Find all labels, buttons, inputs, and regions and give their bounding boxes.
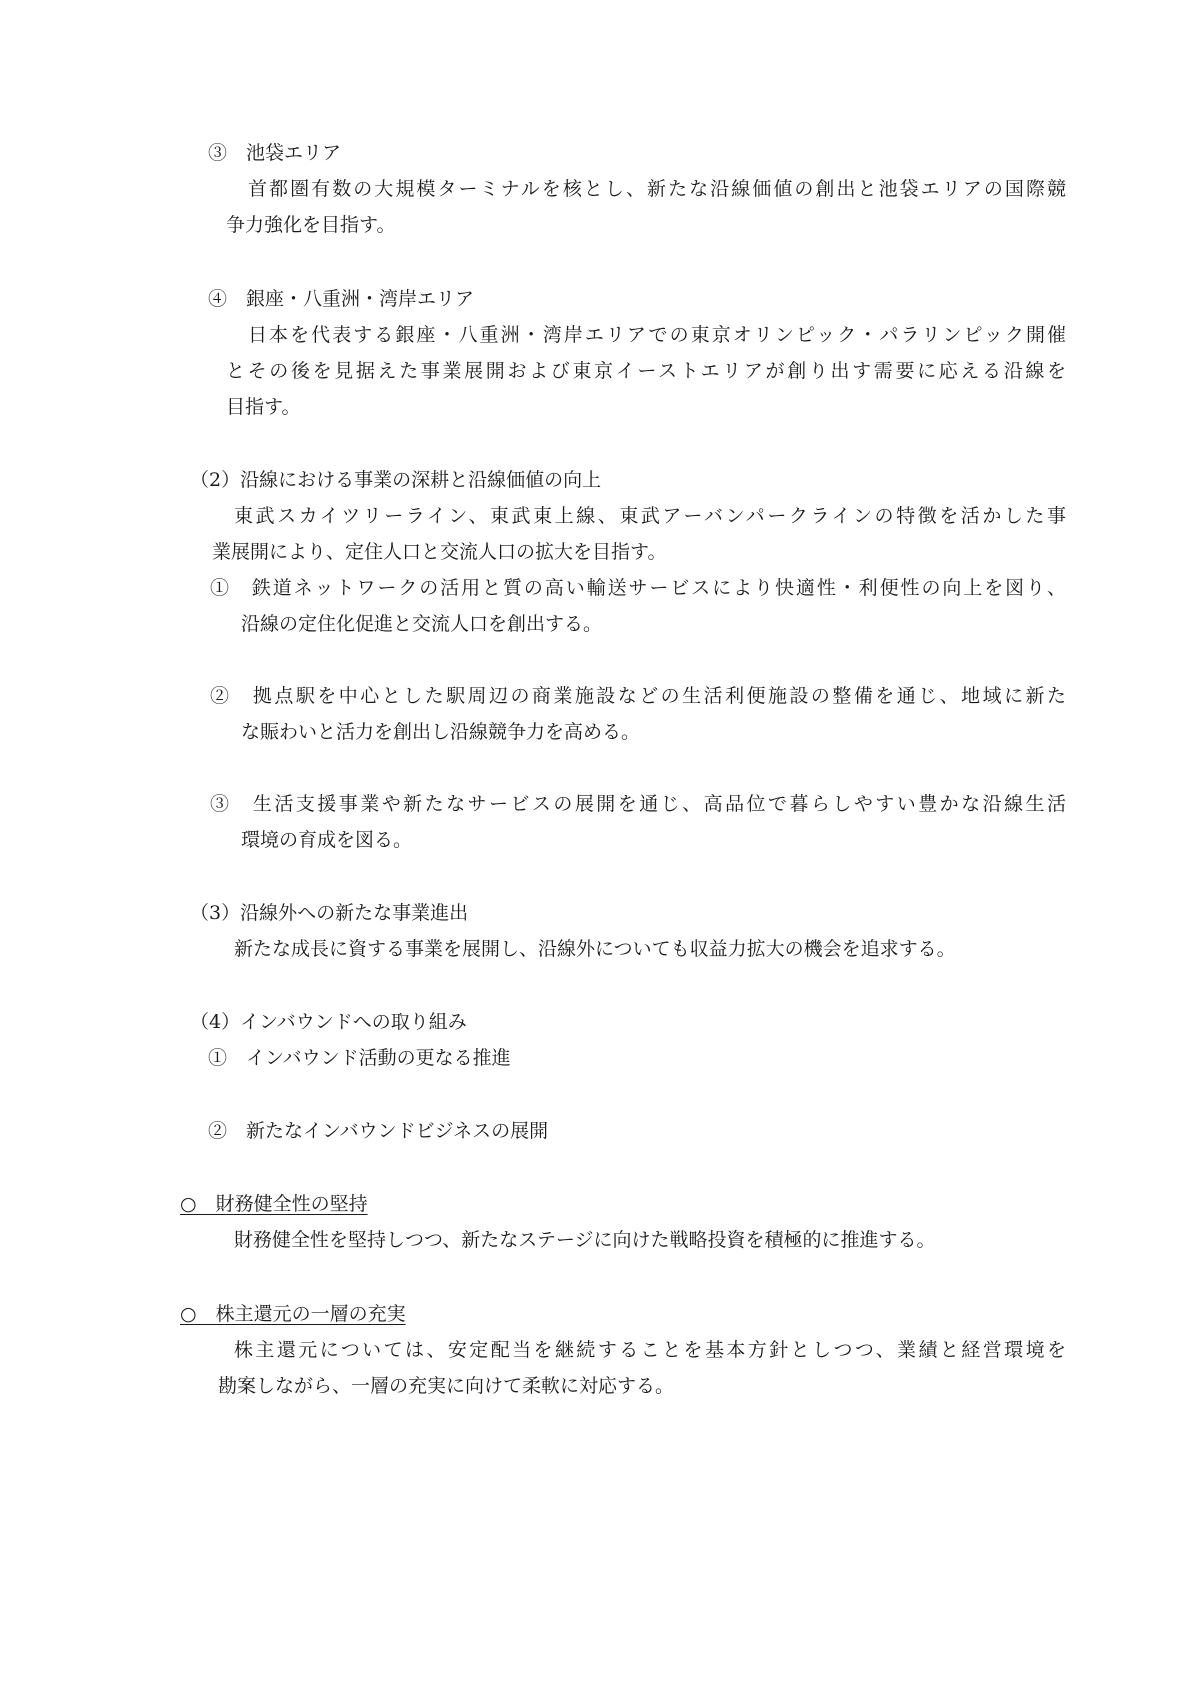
section3-line-1: 新たな成長に資する事業を展開し、沿線外についても収益力拡大の機会を追求する。 bbox=[234, 938, 956, 960]
ikebukuro-heading: ③ 池袋エリア bbox=[208, 142, 342, 164]
finance-line-1: 財務健全性を堅持しつつ、新たなステージに向けた戦略投資を積極的に推進する。 bbox=[234, 1229, 936, 1251]
shareholder-line-1: 株主還元については、安定配当を継続することを基本方針としつつ、業績と経営環境を bbox=[234, 1339, 1066, 1361]
ginza-line-1: 日本を代表する銀座・八重洲・湾岸エリアでの東京オリンピック・パラリンピック開催 bbox=[248, 324, 1066, 346]
section4-heading: （4）インバウンドへの取り組み bbox=[190, 1011, 467, 1033]
section2-item-2-line-2: な賑わいと活力を創出し沿線競争力を高める。 bbox=[241, 721, 641, 743]
section2-item-3-line-2: 環境の育成を図る。 bbox=[241, 829, 413, 851]
ikebukuro-line-2: 争力強化を目指す。 bbox=[226, 214, 396, 236]
section2-item-1-line-2: 沿線の定住化促進と交流人口を創出する。 bbox=[241, 613, 603, 635]
finance-heading: ○ 財務健全性の堅持 bbox=[180, 1193, 368, 1215]
ginza-line-2: とその後を見据えた事業展開および東京イーストエリアが創り出す需要に応える沿線を bbox=[226, 360, 1066, 382]
section2-line-1: 東武スカイツリーライン、東武東上線、東武アーバンパークラインの特徴を活かした事 bbox=[234, 505, 1066, 527]
ginza-heading: ④ 銀座・八重洲・湾岸エリア bbox=[208, 288, 475, 310]
section4-item-2: ② 新たなインバウンドビジネスの展開 bbox=[208, 1120, 549, 1142]
section2-item-1-line-1: ① 鉄道ネットワークの活用と質の高い輸送サービスにより快適性・利便性の向上を図り、 bbox=[210, 577, 1066, 599]
section2-heading: （2）沿線における事業の深耕と沿線価値の向上 bbox=[190, 469, 602, 491]
section2-item-3-line-1: ③ 生活支援事業や新たなサービスの展開を通じ、高品位で暮らしやすい豊かな沿線生活 bbox=[210, 793, 1066, 815]
section4-item-1: ① インバウンド活動の更なる推進 bbox=[208, 1047, 511, 1069]
section2-item-2-line-1: ② 拠点駅を中心とした駅周辺の商業施設などの生活利便施設の整備を通じ、地域に新た bbox=[210, 685, 1066, 707]
ginza-line-3: 目指す。 bbox=[226, 396, 301, 418]
section2-line-2: 業展開により、定住人口と交流人口の拡大を目指す。 bbox=[212, 541, 667, 563]
shareholder-heading: ○ 株主還元の一層の充実 bbox=[180, 1303, 406, 1325]
shareholder-line-2: 勘案しながら、一層の充実に向けて柔軟に対応する。 bbox=[218, 1375, 675, 1397]
section3-heading: （3）沿線外への新たな事業進出 bbox=[190, 902, 469, 924]
ikebukuro-line-1: 首都圏有数の大規模ターミナルを核とし、新たな沿線価値の創出と池袋エリアの国際競 bbox=[248, 178, 1066, 200]
